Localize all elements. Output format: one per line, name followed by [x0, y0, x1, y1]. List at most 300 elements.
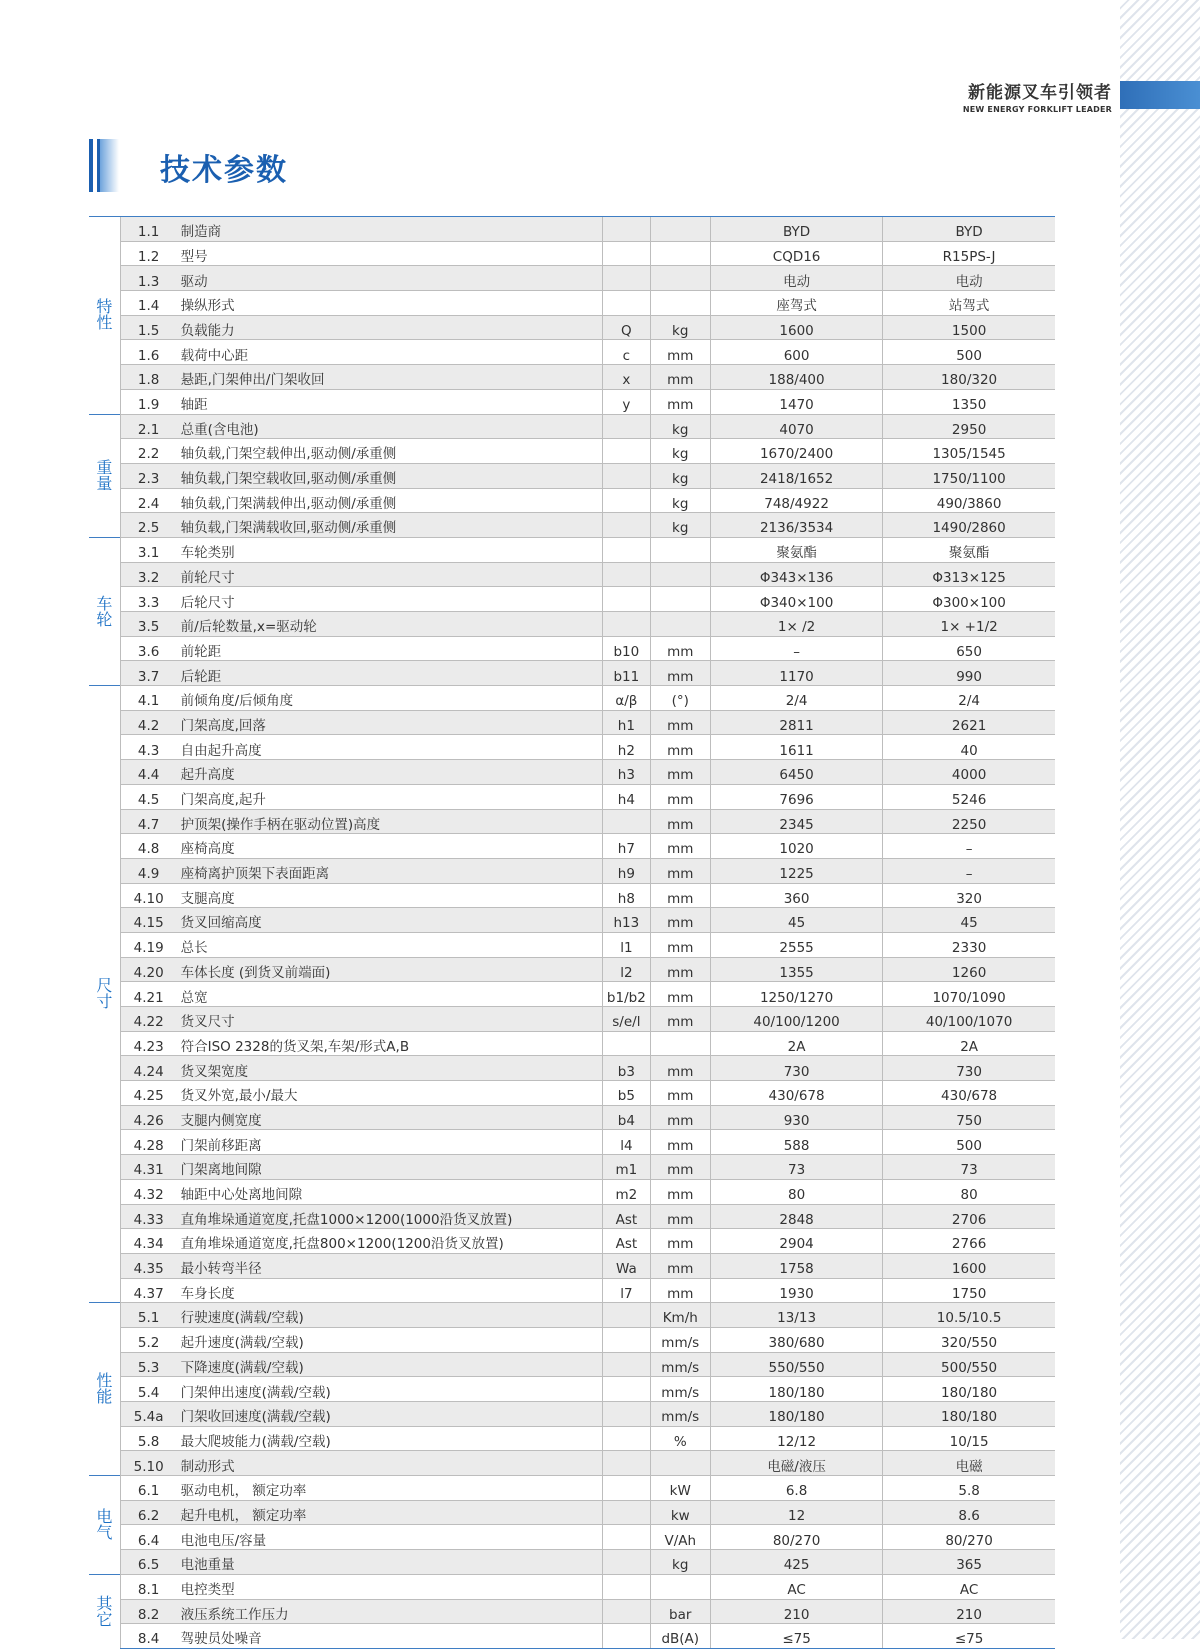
- spec-value-model-1: 73: [710, 1155, 882, 1180]
- spec-value-model-2: Φ300×100: [883, 587, 1055, 612]
- spec-name: 轴负载,门架满载收回,驱动侧/承重侧: [177, 513, 603, 538]
- spec-symbol: [603, 587, 650, 612]
- spec-symbol: [603, 562, 650, 587]
- spec-number: 4.22: [120, 1007, 176, 1032]
- spec-value-model-2: 40/100/1070: [883, 1007, 1055, 1032]
- spec-symbol: h2: [603, 735, 650, 760]
- spec-name: 直角堆垛通道宽度,托盘800×1200(1200沿货叉放置): [177, 1229, 603, 1254]
- spec-symbol: [603, 809, 650, 834]
- spec-value-model-1: 1758: [710, 1253, 882, 1278]
- spec-value-model-1: –: [710, 636, 882, 661]
- spec-value-model-1: 1600: [710, 315, 882, 340]
- spec-value-model-1: 40/100/1200: [710, 1007, 882, 1032]
- spec-number: 6.5: [120, 1550, 176, 1575]
- spec-unit: mm: [650, 858, 710, 883]
- group-label: 尺寸: [89, 686, 120, 1303]
- spec-name: 支腿高度: [177, 883, 603, 908]
- spec-symbol: b10: [603, 636, 650, 661]
- spec-symbol: [603, 1352, 650, 1377]
- spec-number: 4.32: [120, 1179, 176, 1204]
- spec-name: 车身长度: [177, 1278, 603, 1303]
- spec-unit: mm: [650, 389, 710, 414]
- spec-symbol: [603, 1500, 650, 1525]
- spec-symbol: [603, 1476, 650, 1501]
- spec-number: 5.2: [120, 1327, 176, 1352]
- spec-symbol: [603, 1031, 650, 1056]
- spec-value-model-1: 座驾式: [710, 291, 882, 316]
- spec-unit: mm/s: [650, 1402, 710, 1427]
- decorative-stripes: [1120, 0, 1200, 1639]
- page-title: 技术参数: [160, 153, 288, 188]
- spec-symbol: [603, 1550, 650, 1575]
- spec-unit: mm: [650, 661, 710, 686]
- spec-value-model-1: 1670/2400: [710, 439, 882, 464]
- spec-value-model-2: 5.8: [883, 1476, 1055, 1501]
- spec-name: 座椅高度: [177, 834, 603, 859]
- brand-slogan-cn: 新能源叉车引领者: [968, 83, 1112, 103]
- spec-value-model-1: 425: [710, 1550, 882, 1575]
- spec-symbol: [603, 1426, 650, 1451]
- spec-symbol: [603, 1624, 650, 1649]
- spec-name: 支腿内侧宽度: [177, 1105, 603, 1130]
- spec-value-model-2: 40: [883, 735, 1055, 760]
- brand-slogan: [963, 78, 1112, 114]
- table-row: [89, 365, 1055, 390]
- spec-symbol: Wa: [603, 1253, 650, 1278]
- spec-unit: mm: [650, 982, 710, 1007]
- spec-number: 4.28: [120, 1130, 176, 1155]
- table-row: [89, 1278, 1055, 1303]
- table-row: [89, 1624, 1055, 1649]
- spec-name: 轴负载,门架空载伸出,驱动侧/承重侧: [177, 439, 603, 464]
- spec-value-model-1: 748/4922: [710, 488, 882, 513]
- spec-value-model-1: 2811: [710, 710, 882, 735]
- table-row: [89, 1451, 1055, 1476]
- table-row: [89, 908, 1055, 933]
- table-row: [89, 784, 1055, 809]
- spec-value-model-1: 6.8: [710, 1476, 882, 1501]
- spec-value-model-2: 990: [883, 661, 1055, 686]
- table-row: [89, 513, 1055, 538]
- spec-symbol: [603, 513, 650, 538]
- table-row: [89, 1253, 1055, 1278]
- spec-unit: mm: [650, 784, 710, 809]
- table-row: [89, 612, 1055, 637]
- spec-unit: kg: [650, 439, 710, 464]
- spec-unit: kg: [650, 315, 710, 340]
- spec-number: 6.1: [120, 1476, 176, 1501]
- spec-name: 门架高度,起升: [177, 784, 603, 809]
- table-row: [89, 1031, 1055, 1056]
- spec-name: 制动形式: [177, 1451, 603, 1476]
- spec-name: 最大爬坡能力(满载/空载): [177, 1426, 603, 1451]
- spec-value-model-2: 1600: [883, 1253, 1055, 1278]
- table-row: [89, 760, 1055, 785]
- spec-unit: mm: [650, 1081, 710, 1106]
- spec-symbol: h13: [603, 908, 650, 933]
- spec-unit: mm: [650, 735, 710, 760]
- table-row: [89, 291, 1055, 316]
- table-row: [89, 1574, 1055, 1599]
- spec-value-model-2: 电动: [883, 266, 1055, 291]
- spec-name: 型号: [177, 241, 603, 266]
- spec-value-model-2: 10.5/10.5: [883, 1303, 1055, 1328]
- spec-value-model-1: 电磁/液压: [710, 1451, 882, 1476]
- spec-number: 2.1: [120, 414, 176, 439]
- spec-value-model-2: 73: [883, 1155, 1055, 1180]
- spec-symbol: h1: [603, 710, 650, 735]
- table-row: [89, 217, 1055, 242]
- spec-unit: kw: [650, 1500, 710, 1525]
- table-row: [89, 661, 1055, 686]
- spec-value-model-1: 2418/1652: [710, 463, 882, 488]
- spec-value-model-2: 1750/1100: [883, 463, 1055, 488]
- spec-value-model-2: 4000: [883, 760, 1055, 785]
- spec-unit: [650, 612, 710, 637]
- spec-value-model-1: 188/400: [710, 365, 882, 390]
- spec-symbol: h7: [603, 834, 650, 859]
- spec-symbol: [603, 463, 650, 488]
- spec-name: 轴距: [177, 389, 603, 414]
- spec-value-model-1: 380/680: [710, 1327, 882, 1352]
- spec-number: 1.5: [120, 315, 176, 340]
- spec-value-model-1: 2/4: [710, 686, 882, 711]
- spec-value-model-2: 站驾式: [883, 291, 1055, 316]
- spec-symbol: h4: [603, 784, 650, 809]
- spec-name: 制造商: [177, 217, 603, 242]
- spec-name: 货叉外宽,最小/最大: [177, 1081, 603, 1106]
- spec-name: 门架伸出速度(满载/空载): [177, 1377, 603, 1402]
- spec-value-model-2: 500: [883, 1130, 1055, 1155]
- spec-value-model-2: 5246: [883, 784, 1055, 809]
- spec-value-model-2: 2250: [883, 809, 1055, 834]
- spec-unit: mm/s: [650, 1327, 710, 1352]
- spec-value-model-2: 10/15: [883, 1426, 1055, 1451]
- spec-name: 符合ISO 2328的货叉架,车架/形式A,B: [177, 1031, 603, 1056]
- spec-name: 轴距中心处离地间隙: [177, 1179, 603, 1204]
- spec-name: 下降速度(满载/空载): [177, 1352, 603, 1377]
- table-row: [89, 686, 1055, 711]
- spec-unit: mm: [650, 365, 710, 390]
- spec-symbol: [603, 1402, 650, 1427]
- spec-symbol: x: [603, 365, 650, 390]
- spec-unit: mm: [650, 1179, 710, 1204]
- spec-name: 货叉回缩高度: [177, 908, 603, 933]
- spec-symbol: [603, 241, 650, 266]
- spec-symbol: [603, 439, 650, 464]
- spec-number: 3.2: [120, 562, 176, 587]
- spec-value-model-2: 8.6: [883, 1500, 1055, 1525]
- spec-value-model-2: 500/550: [883, 1352, 1055, 1377]
- group-label: 车轮: [89, 537, 120, 685]
- spec-unit: mm: [650, 932, 710, 957]
- spec-value-model-2: 2706: [883, 1204, 1055, 1229]
- table-row: [89, 1525, 1055, 1550]
- spec-name: 前轮距: [177, 636, 603, 661]
- spec-unit: mm: [650, 636, 710, 661]
- spec-unit: V/Ah: [650, 1525, 710, 1550]
- spec-number: 2.3: [120, 463, 176, 488]
- spec-number: 4.26: [120, 1105, 176, 1130]
- table-row: [89, 1599, 1055, 1624]
- spec-name: 总重(含电池): [177, 414, 603, 439]
- spec-value-model-2: –: [883, 858, 1055, 883]
- spec-symbol: [603, 291, 650, 316]
- spec-value-model-2: 1305/1545: [883, 439, 1055, 464]
- spec-unit: mm: [650, 710, 710, 735]
- spec-name: 电池电压/容量: [177, 1525, 603, 1550]
- spec-value-model-1: 730: [710, 1056, 882, 1081]
- spec-value-model-1: 2A: [710, 1031, 882, 1056]
- brand-slogan-en: NEW ENERGY FORKLIFT LEADER: [962, 105, 1112, 114]
- spec-value-model-1: 12/12: [710, 1426, 882, 1451]
- spec-value-model-1: 1020: [710, 834, 882, 859]
- spec-symbol: y: [603, 389, 650, 414]
- spec-number: 4.34: [120, 1229, 176, 1254]
- spec-value-model-1: 7696: [710, 784, 882, 809]
- spec-unit: mm: [650, 957, 710, 982]
- spec-number: 4.4: [120, 760, 176, 785]
- spec-value-model-2: 210: [883, 1599, 1055, 1624]
- spec-value-model-1: 12: [710, 1500, 882, 1525]
- spec-symbol: b3: [603, 1056, 650, 1081]
- spec-number: 4.25: [120, 1081, 176, 1106]
- brand-color-block: [1120, 81, 1200, 109]
- spec-unit: (°): [650, 686, 710, 711]
- spec-symbol: b5: [603, 1081, 650, 1106]
- spec-number: 4.2: [120, 710, 176, 735]
- spec-value-model-2: 1490/2860: [883, 513, 1055, 538]
- spec-symbol: Ast: [603, 1204, 650, 1229]
- spec-symbol: b1/b2: [603, 982, 650, 1007]
- spec-number: 3.5: [120, 612, 176, 637]
- spec-value-model-2: R15PS-J: [883, 241, 1055, 266]
- spec-unit: mm: [650, 908, 710, 933]
- spec-number: 4.8: [120, 834, 176, 859]
- group-label: 特性: [89, 217, 120, 415]
- spec-unit: kg: [650, 463, 710, 488]
- spec-unit: kg: [650, 488, 710, 513]
- table-row: [89, 1179, 1055, 1204]
- spec-number: 4.1: [120, 686, 176, 711]
- spec-value-model-1: ≤75: [710, 1624, 882, 1649]
- spec-name: 起升高度: [177, 760, 603, 785]
- spec-name: 前轮尺寸: [177, 562, 603, 587]
- spec-number: 5.1: [120, 1303, 176, 1328]
- spec-unit: dB(A): [650, 1624, 710, 1649]
- spec-value-model-1: 430/678: [710, 1081, 882, 1106]
- spec-symbol: l4: [603, 1130, 650, 1155]
- spec-value-model-2: 500: [883, 340, 1055, 365]
- spec-number: 4.19: [120, 932, 176, 957]
- spec-value-model-1: 1250/1270: [710, 982, 882, 1007]
- spec-number: 1.1: [120, 217, 176, 242]
- spec-unit: [650, 291, 710, 316]
- spec-name: 行驶速度(满载/空载): [177, 1303, 603, 1328]
- spec-symbol: b11: [603, 661, 650, 686]
- spec-symbol: [603, 1303, 650, 1328]
- table-row: [89, 562, 1055, 587]
- spec-table: [89, 216, 1055, 1649]
- table-row: [89, 1155, 1055, 1180]
- spec-value-model-2: 365: [883, 1550, 1055, 1575]
- spec-number: 3.7: [120, 661, 176, 686]
- table-row: [89, 488, 1055, 513]
- spec-name: 前/后轮数量,x=驱动轮: [177, 612, 603, 637]
- spec-unit: %: [650, 1426, 710, 1451]
- spec-symbol: s/e/l: [603, 1007, 650, 1032]
- spec-number: 8.2: [120, 1599, 176, 1624]
- spec-symbol: Ast: [603, 1229, 650, 1254]
- table-row: [89, 1550, 1055, 1575]
- spec-value-model-1: Φ340×100: [710, 587, 882, 612]
- spec-number: 8.4: [120, 1624, 176, 1649]
- table-row: [89, 463, 1055, 488]
- table-row: [89, 1081, 1055, 1106]
- table-row: [89, 1105, 1055, 1130]
- spec-value-model-1: 1225: [710, 858, 882, 883]
- spec-name: 后轮尺寸: [177, 587, 603, 612]
- spec-number: 3.3: [120, 587, 176, 612]
- spec-number: 4.15: [120, 908, 176, 933]
- table-row: [89, 1130, 1055, 1155]
- table-row: [89, 858, 1055, 883]
- table-row: [89, 1229, 1055, 1254]
- table-row: [89, 587, 1055, 612]
- table-row: [89, 636, 1055, 661]
- spec-unit: mm: [650, 809, 710, 834]
- table-row: [89, 266, 1055, 291]
- spec-unit: mm: [650, 1204, 710, 1229]
- spec-number: 4.23: [120, 1031, 176, 1056]
- spec-name: 驱动电机， 额定功率: [177, 1476, 603, 1501]
- spec-name: 总长: [177, 932, 603, 957]
- spec-unit: mm: [650, 760, 710, 785]
- spec-number: 1.2: [120, 241, 176, 266]
- spec-symbol: m2: [603, 1179, 650, 1204]
- spec-number: 4.10: [120, 883, 176, 908]
- spec-symbol: [603, 414, 650, 439]
- spec-symbol: [603, 1451, 650, 1476]
- table-row: [89, 1007, 1055, 1032]
- spec-value-model-2: 聚氨酯: [883, 537, 1055, 562]
- table-row: [89, 414, 1055, 439]
- spec-value-model-1: 1× /2: [710, 612, 882, 637]
- table-row: [89, 932, 1055, 957]
- spec-number: 2.5: [120, 513, 176, 538]
- spec-value-model-1: 4070: [710, 414, 882, 439]
- spec-name: 自由起升高度: [177, 735, 603, 760]
- spec-name: 轴负载,门架空载收回,驱动侧/承重侧: [177, 463, 603, 488]
- spec-value-model-1: 588: [710, 1130, 882, 1155]
- spec-symbol: c: [603, 340, 650, 365]
- table-row: [89, 389, 1055, 414]
- spec-symbol: [603, 1377, 650, 1402]
- spec-number: 5.10: [120, 1451, 176, 1476]
- spec-value-model-1: 聚氨酯: [710, 537, 882, 562]
- spec-name: 起升电机， 额定功率: [177, 1500, 603, 1525]
- table-row: [89, 735, 1055, 760]
- spec-name: 最小转弯半径: [177, 1253, 603, 1278]
- spec-unit: mm: [650, 1105, 710, 1130]
- spec-unit: kg: [650, 1550, 710, 1575]
- spec-name: 操纵形式: [177, 291, 603, 316]
- spec-value-model-2: 1350: [883, 389, 1055, 414]
- spec-name: 门架高度,回落: [177, 710, 603, 735]
- spec-name: 电池重量: [177, 1550, 603, 1575]
- spec-number: 4.3: [120, 735, 176, 760]
- spec-value-model-2: BYD: [883, 217, 1055, 242]
- spec-number: 4.31: [120, 1155, 176, 1180]
- spec-unit: kg: [650, 414, 710, 439]
- spec-value-model-1: 80: [710, 1179, 882, 1204]
- table-row: [89, 982, 1055, 1007]
- spec-name: 后轮距: [177, 661, 603, 686]
- spec-value-model-1: 80/270: [710, 1525, 882, 1550]
- spec-number: 1.6: [120, 340, 176, 365]
- spec-name: 货叉架宽度: [177, 1056, 603, 1081]
- spec-name: 门架前移距离: [177, 1130, 603, 1155]
- spec-value-model-2: 430/678: [883, 1081, 1055, 1106]
- spec-value-model-2: 320: [883, 883, 1055, 908]
- table-row: [89, 439, 1055, 464]
- spec-name: 载荷中心距: [177, 340, 603, 365]
- spec-name: 座椅离护顶架下表面距离: [177, 858, 603, 883]
- spec-unit: kW: [650, 1476, 710, 1501]
- spec-number: 4.5: [120, 784, 176, 809]
- spec-value-model-1: 550/550: [710, 1352, 882, 1377]
- spec-value-model-2: 320/550: [883, 1327, 1055, 1352]
- spec-number: 3.1: [120, 537, 176, 562]
- spec-value-model-1: 180/180: [710, 1402, 882, 1427]
- spec-value-model-2: 180/180: [883, 1402, 1055, 1427]
- spec-unit: [650, 1574, 710, 1599]
- table-row: [89, 1500, 1055, 1525]
- spec-value-model-2: 2950: [883, 414, 1055, 439]
- spec-number: 5.4a: [120, 1402, 176, 1427]
- spec-symbol: m1: [603, 1155, 650, 1180]
- spec-number: 1.9: [120, 389, 176, 414]
- spec-value-model-1: 180/180: [710, 1377, 882, 1402]
- spec-value-model-1: 210: [710, 1599, 882, 1624]
- spec-unit: [650, 217, 710, 242]
- spec-value-model-1: 13/13: [710, 1303, 882, 1328]
- spec-unit: [650, 562, 710, 587]
- spec-number: 1.8: [120, 365, 176, 390]
- spec-symbol: Q: [603, 315, 650, 340]
- spec-value-model-1: 1170: [710, 661, 882, 686]
- spec-name: 总宽: [177, 982, 603, 1007]
- spec-number: 4.7: [120, 809, 176, 834]
- spec-number: 4.37: [120, 1278, 176, 1303]
- spec-value-model-1: CQD16: [710, 241, 882, 266]
- table-row: [89, 1327, 1055, 1352]
- table-row: [89, 241, 1055, 266]
- spec-value-model-2: 650: [883, 636, 1055, 661]
- spec-value-model-1: 2345: [710, 809, 882, 834]
- spec-symbol: [603, 1574, 650, 1599]
- spec-symbol: [603, 612, 650, 637]
- spec-symbol: b4: [603, 1105, 650, 1130]
- spec-value-model-2: 2766: [883, 1229, 1055, 1254]
- spec-unit: Km/h: [650, 1303, 710, 1328]
- spec-unit: mm: [650, 883, 710, 908]
- spec-value-model-1: BYD: [710, 217, 882, 242]
- spec-value-model-2: 45: [883, 908, 1055, 933]
- spec-value-model-1: AC: [710, 1574, 882, 1599]
- group-label: 重量: [89, 414, 120, 537]
- spec-value-model-2: ≤75: [883, 1624, 1055, 1649]
